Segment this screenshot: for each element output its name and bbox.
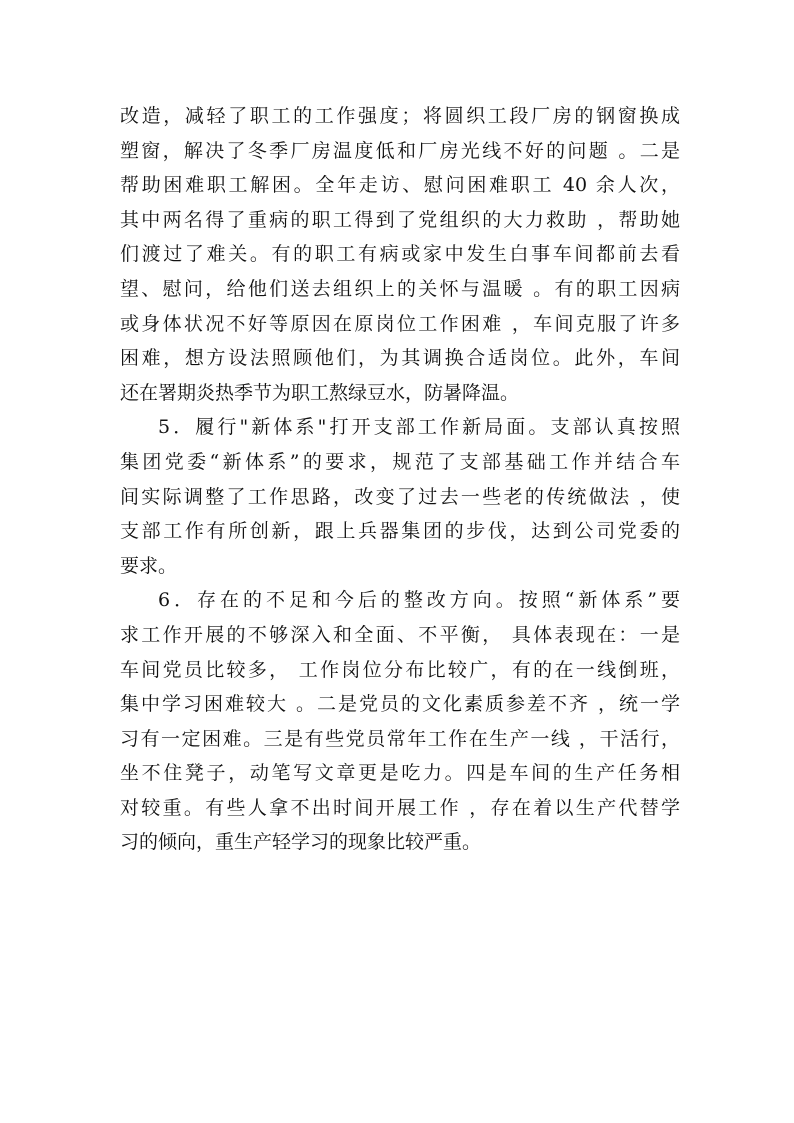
text-line: 集中学习困难较大 。二是党员的文化素质参差不齐 ，统一学 (120, 693, 680, 716)
text-line: 坐不住凳子，动笔写文章更是吃力。四是车间的生产任务相 (120, 762, 680, 785)
text-line: 还在署期炎热季节为职工熬绿豆水，防暑降温。 (120, 381, 520, 404)
document-body (120, 99, 680, 860)
text-line: 对较重。有些人拿不出时间开展工作 ，存在着以生产代替学 (120, 796, 680, 819)
paragraph-5-heading-line: 5．履行"新体系"打开支部工作新局面。支部认真按照 (158, 416, 680, 439)
text-line: 车间党员比较多， 工作岗位分布比较广，有的在一线倒班， (120, 658, 680, 681)
text-line: 望、慰问，给他们送去组织上的关怀与温暖 。有的职工因病 (120, 277, 680, 300)
text-line: 要求。 (120, 554, 178, 577)
text-line: 塑窗，解决了冬季厂房温度低和厂房光线不好的问题 。二是 (120, 139, 680, 162)
text-line: 习有一定困难。三是有些党员常年工作在生产一线 ，干活行， (120, 727, 680, 750)
text-line: 其中两名得了重病的职工得到了党组织的大力救助 ，帮助她 (120, 208, 680, 231)
paragraph-6-heading-line: 6．存在的不足和今后的整改方向。按照“新体系”要 (158, 589, 680, 612)
text-line: 帮助困难职工解困。全年走访、慰问困难职工 40 余人次， (120, 174, 680, 197)
text-line: 改造，减轻了职工的工作强度；将圆织工段厂房的钢窗换成 (120, 105, 680, 127)
text-line: 或身体状况不好等原因在原岗位工作困难 ，车间克服了许多 (120, 312, 680, 335)
text-line: 集团党委“新体系”的要求，规范了支部基础工作并结合车 (120, 450, 680, 473)
text-line: 困难，想方设法照顾他们，为其调换合适岗位。此外，车间 (120, 347, 680, 370)
text-line: 支部工作有所创新，跟上兵器集团的步伐，达到公司党委的 (120, 520, 680, 543)
text-line: 习的倾向，重生产轻学习的现象比较严重。 (120, 831, 482, 854)
text-line: 间实际调整了工作思路，改变了过去一些老的传统做法 ，使 (120, 485, 680, 508)
text-line: 求工作开展的不够深入和全面、不平衡， 具体表现在：一是 (120, 623, 680, 646)
text-line: 们渡过了难关。有的职工有病或家中发生白事车间都前去看 (120, 243, 680, 266)
